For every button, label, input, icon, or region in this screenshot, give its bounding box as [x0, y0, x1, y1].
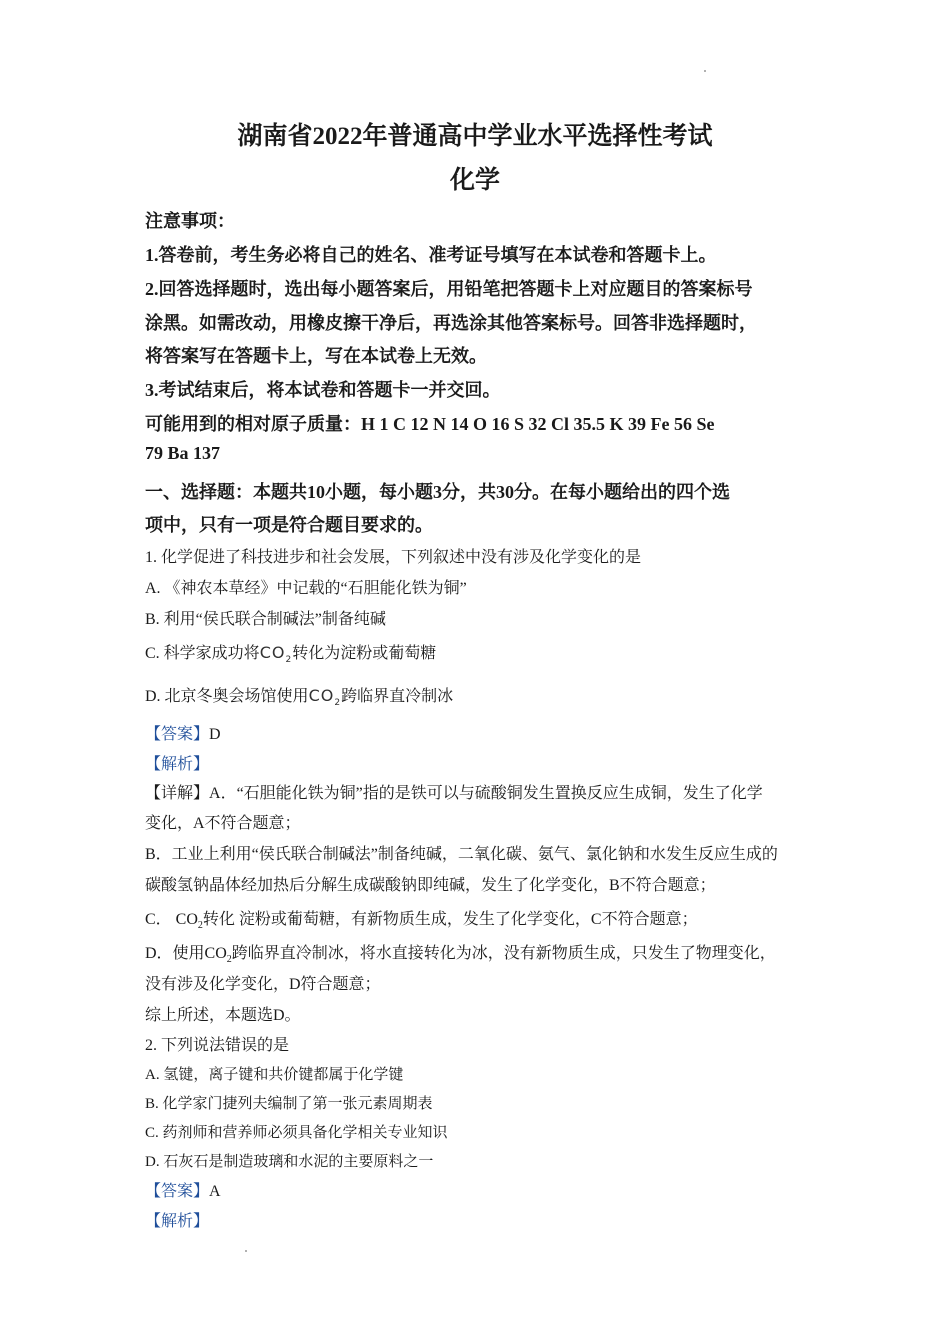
q1-answer: [145, 721, 221, 744]
answer-value: D: [209, 726, 221, 743]
q1-detail-d-line2: 没有涉及化学变化，D符合题意；: [145, 976, 381, 993]
answer-tag: 【答案】: [145, 726, 210, 743]
co2-formula-image: $CO_2$: [259, 643, 293, 666]
atomic-mass-line1: 可能用到的相对原子质量：H 1 C 12 N 14 O 16 S 32 Cl 35.5 K 39 Fe 56 Se: [145, 414, 715, 434]
q2-option-b: B. 化学家门捷列夫编制了第一张元素周期表: [145, 1096, 433, 1112]
scan-dot-top: [704, 70, 706, 72]
q2-stem: 2. 下列说法错误的是: [145, 1037, 290, 1054]
answer-value: A: [209, 1183, 221, 1200]
q2-analysis-tag: 【解析】: [145, 1213, 210, 1230]
q1-detail-a-line1: 【详解】A．“石胆能化铁为铜”指的是铁可以与硫酸铜发生置换反应生成铜，发生了化学: [145, 785, 763, 802]
q1-detail-b-line2: 碳酸氢钠晶体经加热后分解生成碳酸钠即纯碱，发生了化学变化，B不符合题意；: [145, 877, 716, 894]
q1-detail-a-line2: 变化，A不符合题意；: [145, 815, 301, 832]
notice-item-3: 3.考试结束后，将本试卷和答题卡一并交回。: [145, 380, 501, 400]
q2-answer: [145, 1178, 221, 1201]
notice-item-2-line1: 2.回答选择题时，选出每小题答案后，用铅笔把答题卡上对应题目的答案标号: [145, 279, 753, 299]
q1-summary: 综上所述，本题选D。: [145, 1007, 301, 1024]
q2-option-c: C. 药剂师和营养师必须具备化学相关专业知识: [145, 1125, 448, 1141]
atomic-mass-line2: 79 Ba 137: [145, 443, 221, 463]
scan-dot-bottom: [245, 1250, 247, 1252]
notice-item-2-line2: 涂黑。如需改动，用橡皮擦干净后，再选涂其他答案标号。回答非选择题时，: [145, 313, 757, 333]
section-heading-line1: 一、选择题：本题共10小题，每小题3分，共30分。在每小题给出的四个选: [145, 482, 730, 502]
q1-analysis-tag: 【解析】: [145, 756, 210, 773]
detail-tag: 【详解】: [145, 785, 210, 802]
q1-option-a: A. 《神农本草经》中记载的“石胆能化铁为铜”: [145, 580, 467, 597]
notice-heading: 注意事项：: [145, 211, 235, 231]
exam-title: 湖南省2022年普通高中学业水平选择性考试: [237, 123, 713, 150]
q1-stem: 1. 化学促进了科技进步和社会发展，下列叙述中没有涉及化学变化的是: [145, 549, 642, 566]
q1-option-c-suffix: 转化为淀粉或葡萄糖: [292, 645, 437, 662]
notice-item-2-line3: 将答案写在答题卡上，写在本试卷上无效。: [145, 346, 487, 366]
section-heading-line2: 项中，只有一项是符合题目要求的。: [145, 515, 433, 535]
notice-item-1: 1.答卷前，考生务必将自己的姓名、准考证号填写在本试卷和答题卡上。: [145, 245, 717, 265]
co2-formula-image: $CO_2$: [308, 686, 342, 709]
q1-detail-d-line1: D．使用$CO_2$跨临界直冷制冰，将水直接转化为冰，没有新物质生成，只发生了物理变化，: [145, 945, 776, 966]
answer-tag: 【答案】: [145, 1183, 210, 1200]
q1-detail-b-line1: B．工业上利用“侯氏联合制碱法”制备纯碱，二氧化碳、氨气、氯化钠和水发生反应生成的: [145, 846, 778, 863]
q1-option-c-prefix: C. 科学家成功将: [145, 645, 260, 662]
q1-detail-c: C． $CO_2$转化 淀粉或葡萄糖，有新物质生成，发生了化学变化，C不符合题意；: [145, 911, 698, 932]
q1-option-c: [145, 640, 436, 665]
q1-option-d: [145, 683, 453, 708]
q1-option-d-suffix: 跨临界直冷制冰: [341, 688, 454, 705]
exam-subject: 化学: [449, 167, 500, 194]
q2-option-a: A. 氢键，离子键和共价键都属于化学键: [145, 1067, 404, 1083]
q2-option-d: D. 石灰石是制造玻璃和水泥的主要原料之一: [145, 1154, 434, 1170]
q1-option-d-prefix: D. 北京冬奥会场馆使用: [145, 688, 309, 705]
q1-option-b: B. 利用“侯氏联合制碱法”制备纯碱: [145, 611, 386, 628]
